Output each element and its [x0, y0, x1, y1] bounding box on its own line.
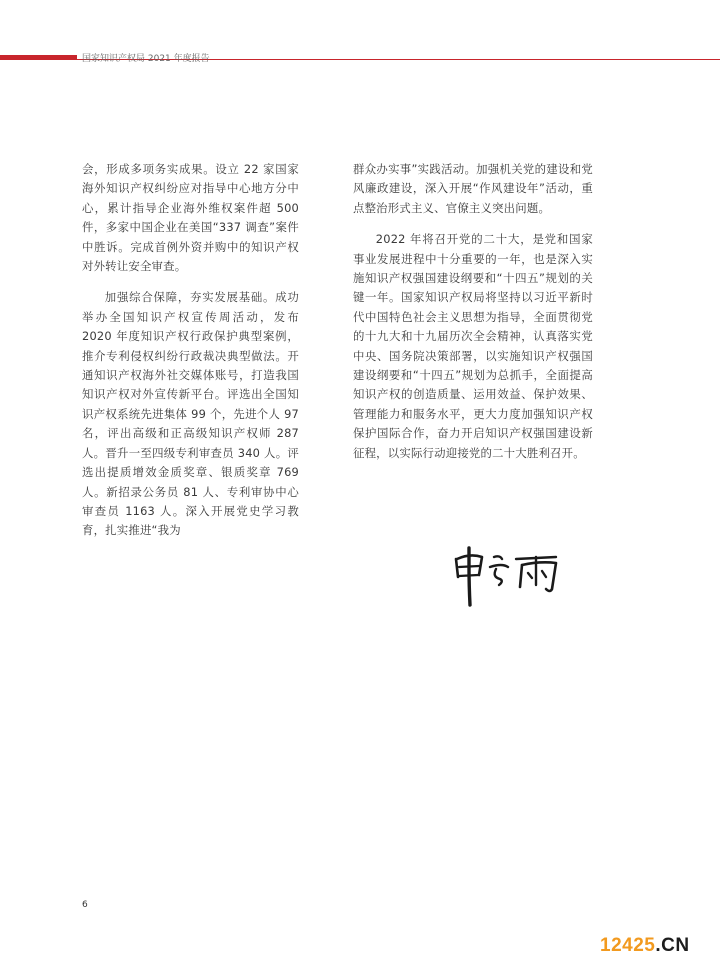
- paragraph: 2022 年将召开党的二十大，是党和国家事业发展进程中十分重要的一年，也是深入实施知识产权强国建设纲要和“十四五”规划的关键一年。国家知识产权局将坚持以习近平新时代中国特色社会主义思想为指导，全面贯彻党的十九大和十九届历次全会精神，认真落实党中央、国务院决策部署，以实施知识产权强国建设纲要和“十四五”规划为总抓手，全面提高知识产权的创造质量、运用效益、保护效果、管理能力和服务水平，更大力度加强知识产权保护国际合作，奋力开启知识产权强国建设新征程，以实际行动迎接党的二十大胜利召开。: [353, 232, 593, 460]
- watermark-tld: .CN: [655, 935, 690, 956]
- watermark-main: 12425: [600, 935, 656, 956]
- paragraph: 会，形成多项务实成果。设立 22 家国家海外知识产权纠纷应对指导中心地方分中心，累计指导企业海外维权案件超 500 件，多家中国企业在美国“337 调查”案件中胜诉。完成首例外资并购中的知识产权对外转让安全审查。: [82, 162, 299, 274]
- handwritten-signature: [452, 545, 572, 610]
- page-number: 6: [82, 900, 88, 910]
- left-text-column: [82, 160, 299, 553]
- paragraph: 群众办实事”实践活动。加强机关党的建设和党风廉政建设，深入开展“作风建设年”活动，重点整治形式主义、官僚主义突出问题。: [353, 162, 593, 215]
- header-accent-bar: [0, 55, 77, 60]
- right-text-column: [353, 160, 593, 475]
- signature-graphic: [452, 545, 572, 610]
- site-watermark: [600, 935, 690, 957]
- running-header-title: 国家知识产权局 2021 年度报告: [82, 54, 210, 64]
- paragraph: 加强综合保障，夯实发展基础。成功举办全国知识产权宣传周活动，发布 2020 年度知识产权行政保护典型案例，推介专利侵权纠纷行政裁决典型做法。开通知识产权海外社交媒体账号，打造我国知识产权对外宣传新平台。评选出全国知识产权系统先进集体 99 个，先进个人 97 名，评出高级和正高级知识产权师 287 人。晋升一至四级专利审查员 340 人。评选出提质增效金质奖章、银质奖章 769 人。新招录公务员 81 人、专利审协中心审查员 1163 人。深入开展党史学习教育，扎实推进“我为: [82, 290, 299, 538]
